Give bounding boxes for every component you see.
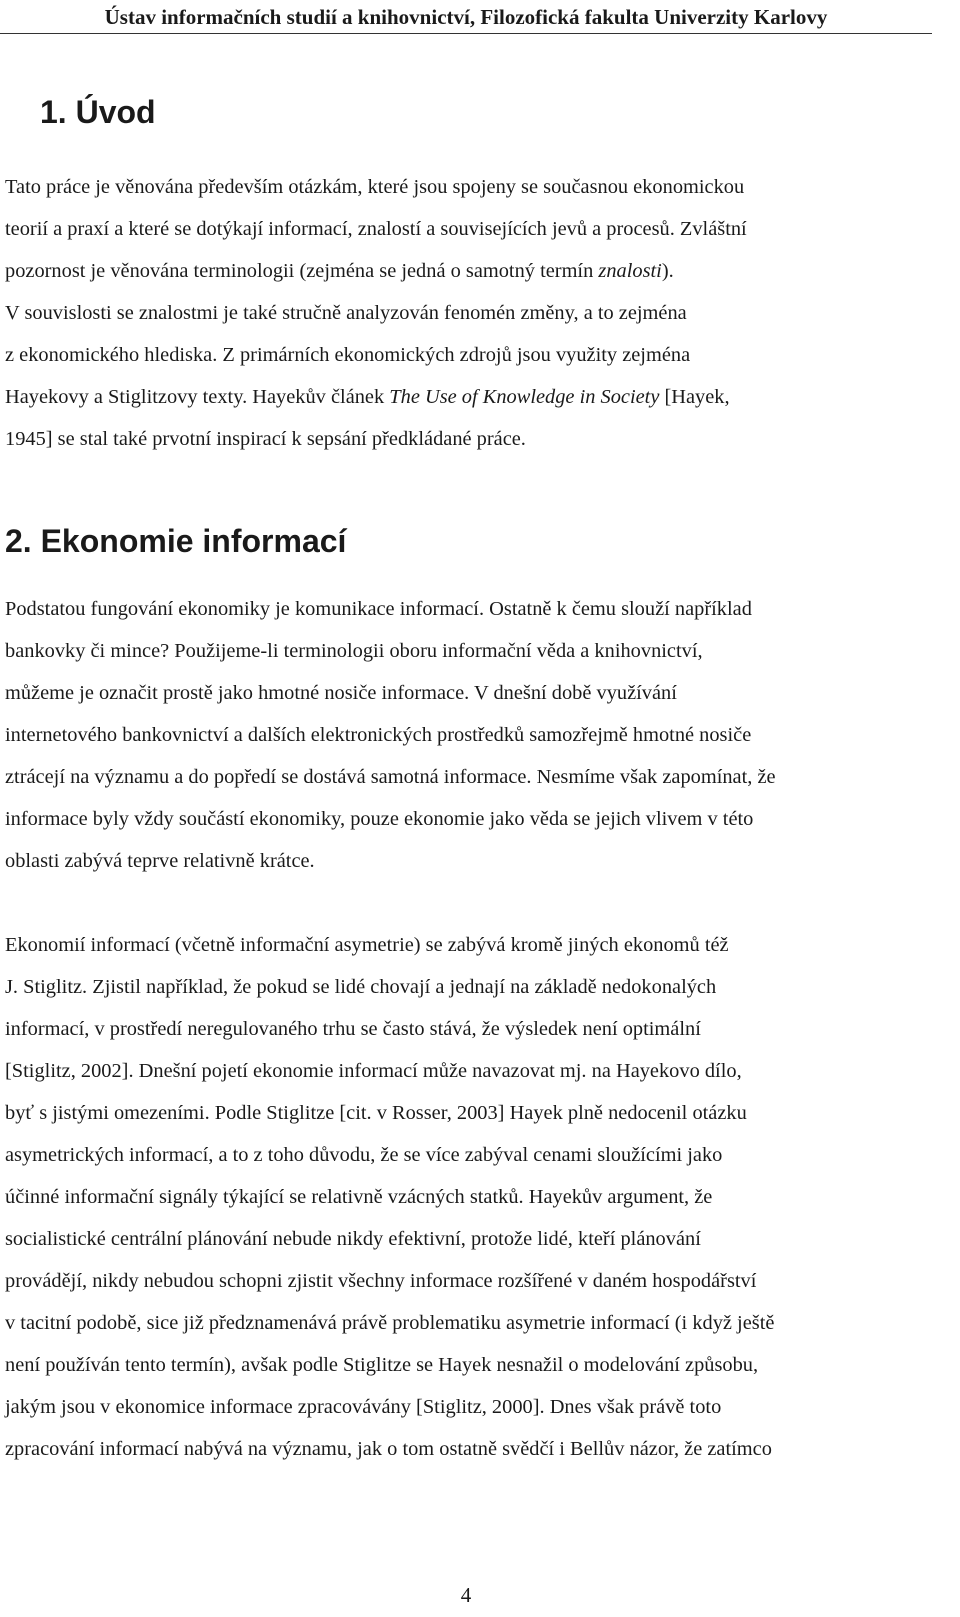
section-1-paragraph: [5, 166, 935, 460]
text-line: teorií a praxí a které se dotýkají informací, znalostí a souvisejících jevů a procesů. Zvláštní: [5, 218, 747, 240]
text-line: asymetrických informací, a to z toho důvodu, že se více zabýval cenami sloužícími jako: [5, 1144, 723, 1166]
text-line: ztrácejí na významu a do popředí se dostává samotná informace. Nesmíme však zapomínat, že: [5, 766, 776, 788]
italic-title: The Use of Knowledge in Society: [389, 386, 660, 408]
text-line: z ekonomického hlediska. Z primárních ekonomických zdrojů jsou využity zejména: [5, 344, 691, 366]
text-line: můžeme je označit prostě jako hmotné nosiče informace. V dnešní době využívání: [5, 682, 677, 704]
text-line: informací, v prostředí neregulovaného trhu se často stává, že výsledek není optimální: [5, 1018, 701, 1040]
header-rule: [0, 33, 932, 34]
section-2-paragraph-2: [5, 924, 935, 1470]
text-line: informace byly vždy součástí ekonomiky, pouze ekonomie jako věda se jejich vlivem v této: [5, 808, 754, 830]
text-line: není používán tento termín), avšak podle Stiglitze se Hayek nesnažil o modelování způsobu,: [5, 1354, 759, 1376]
text-line: v tacitní podobě, sice již předznamenává právě problematiku asymetrie informací (i když ještě: [5, 1312, 775, 1334]
section-2-heading: 2. Ekonomie informací: [5, 523, 347, 559]
text-line: 1945] se stal také prvotní inspirací k sepsání předkládané práce.: [5, 428, 526, 450]
italic-term: znalosti: [598, 260, 662, 282]
running-header: Ústav informačních studií a knihovnictví, Filozofická fakulta Univerzity Karlovy: [104, 5, 828, 29]
section-1-heading: 1. Úvod: [40, 94, 156, 130]
text-line: [Stiglitz, 2002]. Dnešní pojetí ekonomie informací může navazovat mj. na Hayekovo dílo,: [5, 1060, 742, 1082]
text-line: V souvislosti se znalostmi je také stručně analyzován fenomén změny, a to zejména: [5, 302, 687, 324]
text-line: bankovky či mince? Použijeme-li terminologii oboru informační věda a knihovnictví,: [5, 640, 703, 662]
text-line: oblasti zabývá teprve relativně krátce.: [5, 850, 315, 872]
text-line: jakým jsou v ekonomice informace zpracovávány [Stiglitz, 2000]. Dnes však právě toto: [5, 1396, 722, 1418]
text-line: Hayekovy a Stiglitzovy texty. Hayekův článek The Use of Knowledge in Society [Hayek,: [5, 386, 730, 408]
text-line: Tato práce je věnována především otázkám, které jsou spojeny se současnou ekonomickou: [5, 176, 745, 198]
text-line: účinné informační signály týkající se relativně vzácných statků. Hayekův argument, že: [5, 1186, 713, 1208]
text-line: zpracování informací nabývá na významu, jak o tom ostatně svědčí i Bellův názor, že zatímco: [5, 1438, 772, 1460]
page-number: 4: [460, 1583, 472, 1607]
text-line: socialistické centrální plánování nebude nikdy efektivní, protože lidé, kteří plánování: [5, 1228, 701, 1250]
text-line: byť s jistými omezeními. Podle Stiglitze [cit. v Rosser, 2003] Hayek plně nedocenil otázku: [5, 1102, 747, 1124]
text-line: J. Stiglitz. Zjistil například, že pokud se lidé chovají a jednají na základě nedokonalých: [5, 976, 717, 998]
text-line: Ekonomií informací (včetně informační asymetrie) se zabývá kromě jiných ekonomů též: [5, 934, 729, 956]
section-2-paragraph-1: [5, 588, 935, 882]
text-line: internetového bankovnictví a dalších elektronických prostředků samozřejmě hmotné nosiče: [5, 724, 752, 746]
text-line: provádějí, nikdy nebudou schopni zjistit všechny informace rozšířené v daném hospodářství: [5, 1270, 757, 1292]
text-line: pozornost je věnována terminologii (zejména se jedná o samotný termín znalosti).: [5, 260, 674, 282]
text-line: Podstatou fungování ekonomiky je komunikace informací. Ostatně k čemu slouží například: [5, 598, 752, 620]
